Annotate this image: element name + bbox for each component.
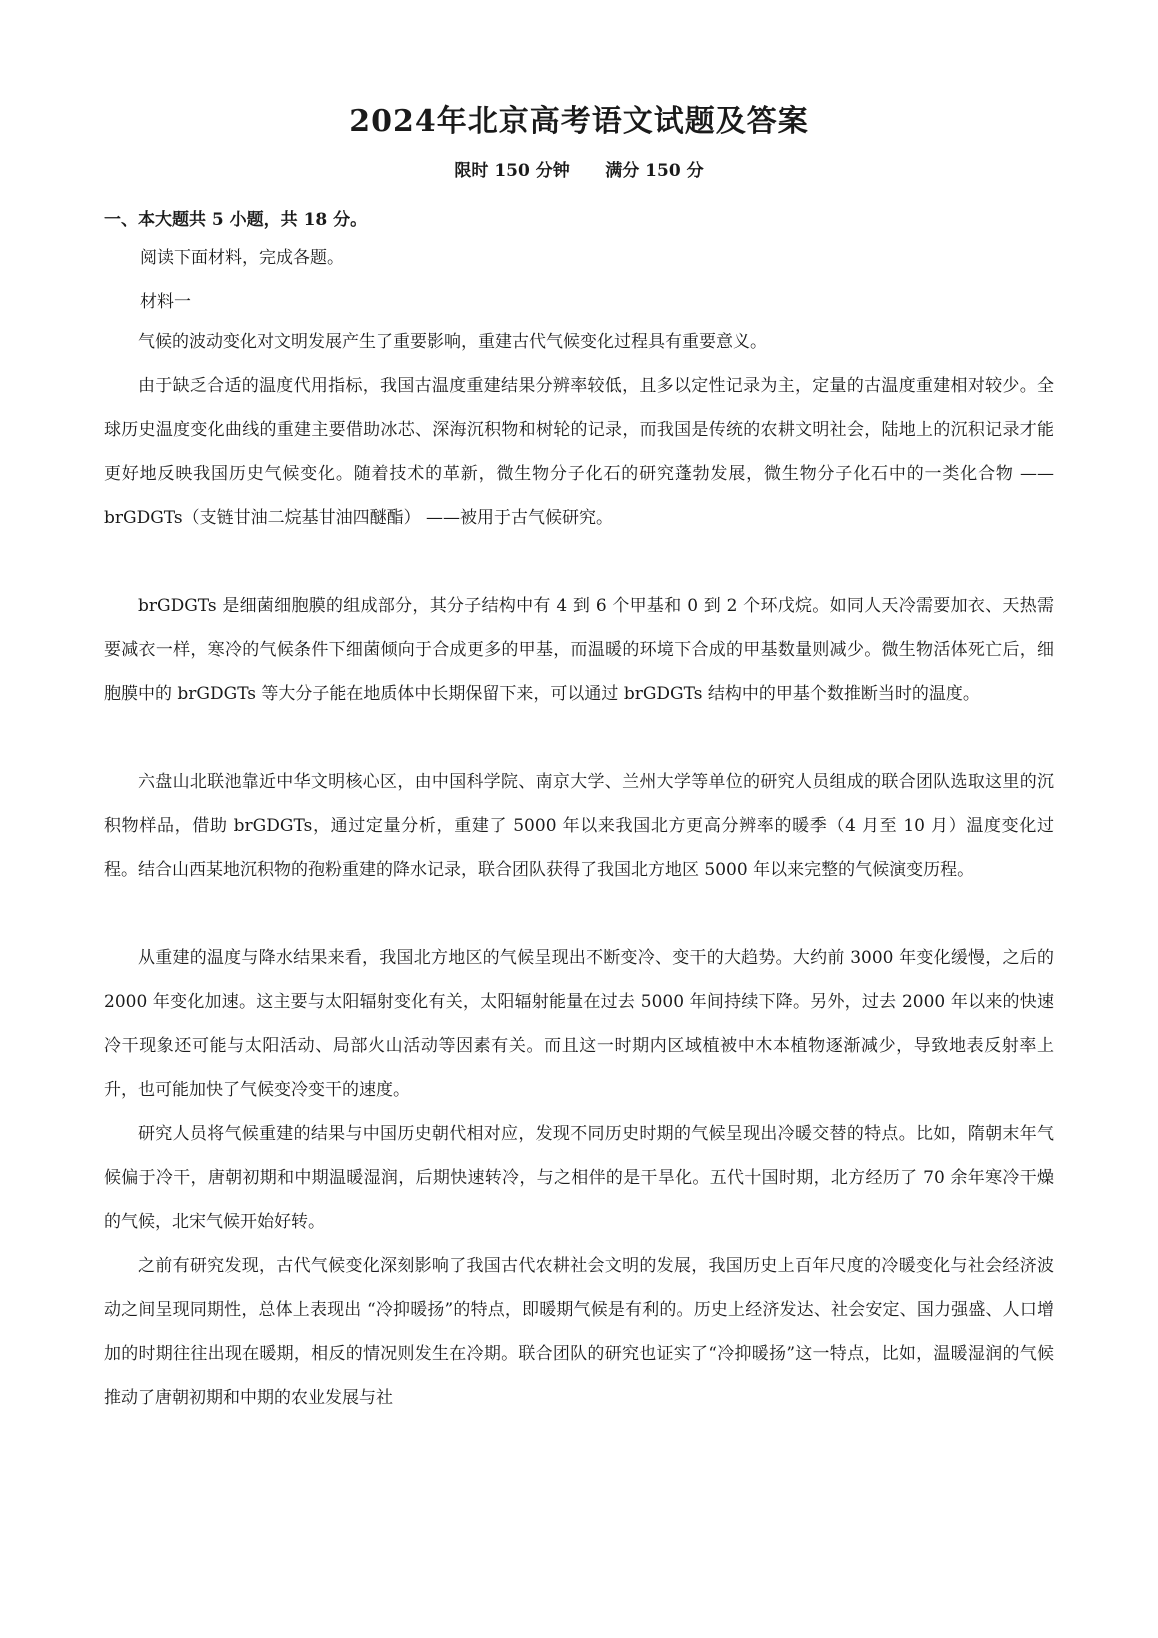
paragraph: 从重建的温度与降水结果来看，我国北方地区的气候呈现出不断变冷、变干的大趋势。大约前 3000 年变化缓慢，之后的 2000 年变化加速。这主要与太阳辐射变化有关，太阳辐射能量在过去 5000 年间持续下降。另外，过去 2000 年以来的快速冷干现象还可能与太阳活动、局部火山活动等因素有关。而且这一时期内区域植被中木本植物逐渐减少，导致地表反射率上升，也可能加快了气候变冷变干的速度。 bbox=[104, 948, 1054, 1100]
exam-time-and-score: 限时 150 分钟 满分 150 分 bbox=[454, 161, 704, 181]
paragraph: 研究人员将气候重建的结果与中国历史朝代相对应，发现不同历史时期的气候呈现出冷暖交替的特点。比如，隋朝末年气候偏于冷干，唐朝初期和中期温暖湿润，后期快速转冷，与之相伴的是干旱化。五代十国时期，北方经历了 70 余年寒冷干燥的气候，北宋气候开始好转。 bbox=[104, 1124, 1054, 1232]
paragraph: 由于缺乏合适的温度代用指标，我国古温度重建结果分辨率较低，且多以定性记录为主，定量的古温度重建相对较少。全球历史温度变化曲线的重建主要借助冰芯、深海沉积物和树轮的记录，而我国是传统的农耕文明社会，陆地上的沉积记录才能更好地反映我国历史气候变化。随着技术的革新，微生物分子化石的研究蓬勃发展，微生物分子化石中的一类化合物 ——brGDGTs（支链甘油二烷基甘油四醚酯） ——被用于古气候研究。 bbox=[104, 376, 1054, 528]
page-title: 2024年北京高考语文试题及答案 bbox=[349, 104, 809, 139]
paragraph: 之前有研究发现，古代气候变化深刻影响了我国古代农耕社会文明的发展，我国历史上百年尺度的冷暖变化与社会经济波动之间呈现同期性，总体上表现出 “冷抑暖扬”的特点，即暖期气候是有利的。历史上经济发达、社会安定、国力强盛、人口增加的时期往往出现在暖期，相反的情况则发生在冷期。联合团队的研究也证实了“冷抑暖扬”这一特点，比如，温暖湿润的气候推动了唐朝初期和中期的农业发展与社 bbox=[104, 1256, 1054, 1408]
section-heading: 一、本大题共 5 小题，共 18 分。 bbox=[104, 210, 368, 230]
paragraph: brGDGTs 是细菌细胞膜的组成部分，其分子结构中有 4 到 6 个甲基和 0 到 2 个环戊烷。如同人天冷需要加衣、天热需要减衣一样，寒冷的气候条件下细菌倾向于合成更多的甲基，而温暖的环境下合成的甲基数量则减少。微生物活体死亡后，细胞膜中的 brGDGTs 等大分子能在地质体中长期保留下来，可以通过 brGDGTs 结构中的甲基个数推断当时的温度。 bbox=[104, 596, 1054, 704]
paragraph: 气候的波动变化对文明发展产生了重要影响，重建古代气候变化过程具有重要意义。 bbox=[138, 332, 767, 352]
material-label: 材料一 bbox=[140, 292, 191, 312]
paragraph: 六盘山北联池靠近中华文明核心区，由中国科学院、南京大学、兰州大学等单位的研究人员组成的联合团队选取这里的沉积物样品，借助 brGDGTs，通过定量分析，重建了 5000 年以来我国北方更高分辨率的暖季（4 月至 10 月）温度变化过程。结合山西某地沉积物的孢粉重建的降水记录，联合团队获得了我国北方地区 5000 年以来完整的气候演变历程。 bbox=[104, 772, 1054, 880]
reading-instruction: 阅读下面材料，完成各题。 bbox=[140, 248, 344, 268]
